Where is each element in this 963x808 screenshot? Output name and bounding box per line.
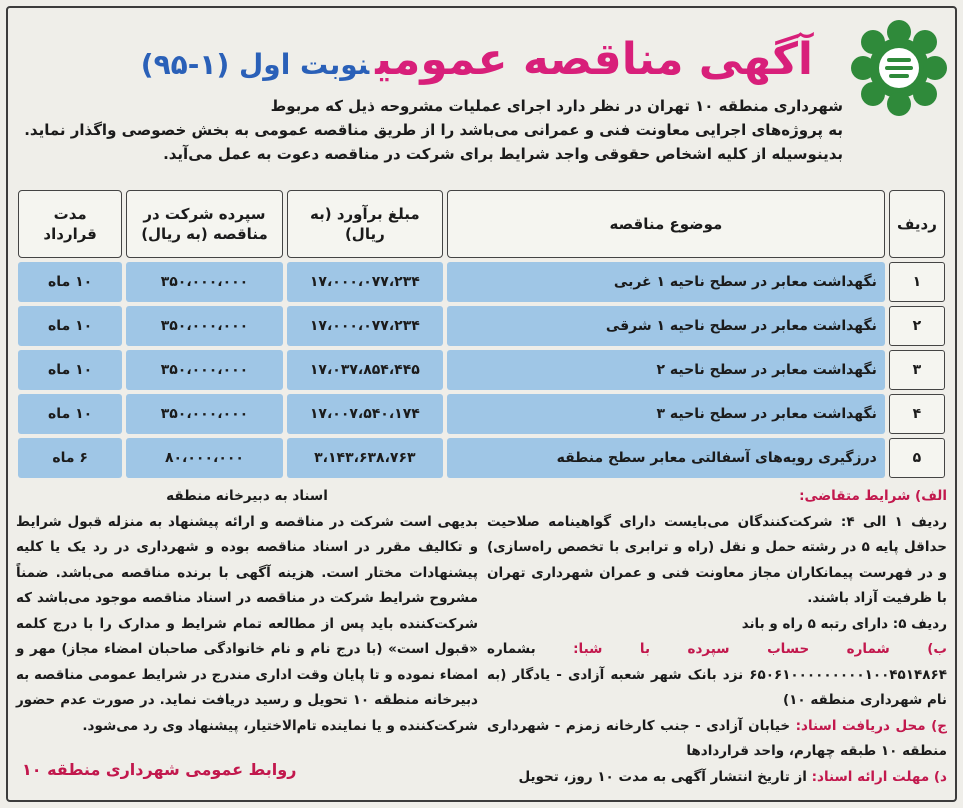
table-row (18, 306, 945, 346)
conditions-heading: الف) شرایط متقاضی: (799, 488, 947, 504)
table-row (18, 394, 945, 434)
terms-body: بدیهی است شرکت در مناقصه و ارائه پیشنهاد به منزله قبول شرایط و تکالیف مقرر در اسناد مناقصه بوده و شهرداری در رد یک یا کلیه پیشنهادات مختار است. هزینه آگهی با برنده مناقصه می‌باشد. ضمناً مشروح شرایط شرکت در مناقصه در اسناد مناقصه موجود می‌باشد که شرکت‌کننده باید پس از مطالعه تمام شرایط و مدارک را با درج کلمه «قبول است» (با درج نام و نام خانوادگی صاحبان امضاء مجاز) مهر و امضاء نموده و تا پایان وقت اداری مندرج در شرایط عمومی مناقصه به دبیرخانه منطقه ۱۰ تحویل و رسید دریافت نماید. در صورت عدم حضور شرکت‌کننده و یا نماینده تام‌الاختیار، پیشنهاد وی رد می‌شود. (16, 513, 478, 734)
row-5-label: ردیف ۵: (892, 615, 947, 632)
municipality-logo-icon (849, 18, 949, 118)
conditions-rows-1-4 (487, 510, 947, 612)
row-5-text: دارای رتبه ۵ راه و باند (741, 615, 889, 632)
row-duration: ۱۰ ماه (18, 350, 122, 390)
tender-table (14, 186, 949, 482)
header-row-no: ردیف (889, 190, 945, 258)
table-row (18, 438, 945, 478)
row-subject: نگهداشت معابر در سطح ناحیه ۲ (447, 350, 885, 390)
row-estimate: ۳،۱۴۳،۶۳۸،۷۶۳ (287, 438, 443, 478)
intro-line-1: شهرداری منطقه ۱۰ تهران در نظر دارد اجرای عملیات مشروحه ذیل که مربوط (270, 97, 843, 115)
deadline-text: از تاریخ انتشار آگهی به مدت ۱۰ روز، تحویل (518, 768, 807, 785)
docs-place-label: ج) محل دریافت اسناد: (795, 717, 948, 734)
notice-title (140, 34, 813, 91)
row-estimate: ۱۷،۰۳۷،۸۵۴،۴۴۵ (287, 350, 443, 390)
table-row (18, 350, 945, 390)
header-subject: موضوع مناقصه (447, 190, 885, 258)
table-header-row (18, 190, 945, 258)
row-subject: درزگیری رویه‌های آسفالتی معابر سطح منطقه (447, 438, 885, 478)
docs-place-section (487, 714, 947, 765)
rows-1-4-label: ردیف ۱ الی ۴: (840, 513, 947, 530)
row-number: ۱ (889, 262, 945, 302)
header-estimate: مبلغ برآورد (به ریال) (287, 190, 443, 258)
row-estimate: ۱۷،۰۰۰،۰۷۷،۲۳۴ (287, 306, 443, 346)
header-deposit: سپرده شرکت در مناقصه (به ریال) (126, 190, 282, 258)
row-subject: نگهداشت معابر در سطح ناحیه ۳ (447, 394, 885, 434)
intro-line-3: بدینوسیله از کلیه اشخاص حقوقی واجد شرایط برای شرکت در مناقصه دعوت به عمل می‌آید. (163, 145, 843, 163)
row-duration: ۱۰ ماه (18, 262, 122, 302)
row-subject: نگهداشت معابر در سطح ناحیه ۱ شرقی (447, 306, 885, 346)
row-duration: ۶ ماه (18, 438, 122, 478)
row-deposit: ۳۵۰،۰۰۰،۰۰۰ (126, 394, 282, 434)
signature: روابط عمومی شهرداری منطقه ۱۰ (22, 760, 297, 779)
row-subject: نگهداشت معابر در سطح ناحیه ۱ غربی (447, 262, 885, 302)
intro-paragraph (23, 94, 843, 166)
row-number: ۲ (889, 306, 945, 346)
row-number: ۳ (889, 350, 945, 390)
terms-first-line: اسناد به دبیرخانه منطقه (166, 488, 328, 504)
intro-line-2: به پروژه‌های اجرایی معاونت فنی و عمرانی می‌باشد را از طریق مناقصه عمومی به بخش خصوصی واگذار نماید. (24, 121, 843, 139)
conditions-column (487, 484, 947, 790)
deadline-label: د) مهلت ارائه اسناد: (811, 768, 947, 785)
row-number: ۵ (889, 438, 945, 478)
round-label: نوبت اول (۱-۹۵) (140, 48, 370, 81)
row-deposit: ۳۵۰،۰۰۰،۰۰۰ (126, 306, 282, 346)
rows-1-4-text: شرکت‌کنندگان می‌بایست دارای گواهینامه صلاحیت حداقل پایه ۵ در رشته حمل و نقل (راه و ترابری با تخصص راه‌سازی) و در فهرست پیمانکاران مجاز معاونت فنی و عمران شهرداری تهران با ظرفیت آزاد باشند. (487, 513, 947, 606)
row-estimate: ۱۷،۰۰۷،۵۴۰،۱۷۴ (287, 394, 443, 434)
title-text: آگهی مناقصه عمومی (375, 34, 813, 85)
table-row (18, 262, 945, 302)
row-deposit: ۳۵۰،۰۰۰،۰۰۰ (126, 350, 282, 390)
row-duration: ۱۰ ماه (18, 394, 122, 434)
row-number: ۴ (889, 394, 945, 434)
header-duration: مدت قرارداد (18, 190, 122, 258)
terms-column (16, 484, 478, 739)
row-estimate: ۱۷،۰۰۰،۰۷۷،۲۳۴ (287, 262, 443, 302)
account-label: ب) شماره حساب سپرده با شبا: (573, 641, 947, 657)
account-text: بشماره ۶۵۰۶۱۰۰۰۰۰۰۰۰۰۱۰۰۴۵۱۴۸۶۴ نزد بانک شهر شعبه آزادی - یادگار (به نام شهرداری منطقه ۱۰) (487, 641, 947, 708)
row-deposit: ۸۰،۰۰۰،۰۰۰ (126, 438, 282, 478)
row-duration: ۱۰ ماه (18, 306, 122, 346)
row-deposit: ۳۵۰،۰۰۰،۰۰۰ (126, 262, 282, 302)
docs-place-text: خیابان آزادی - جنب کارخانه زمزم - شهرداری منطقه ۱۰ طبقه چهارم، واحد قراردادها (487, 717, 947, 759)
account-section (487, 637, 947, 714)
deadline-section (487, 765, 947, 791)
conditions-row-5 (487, 612, 947, 638)
